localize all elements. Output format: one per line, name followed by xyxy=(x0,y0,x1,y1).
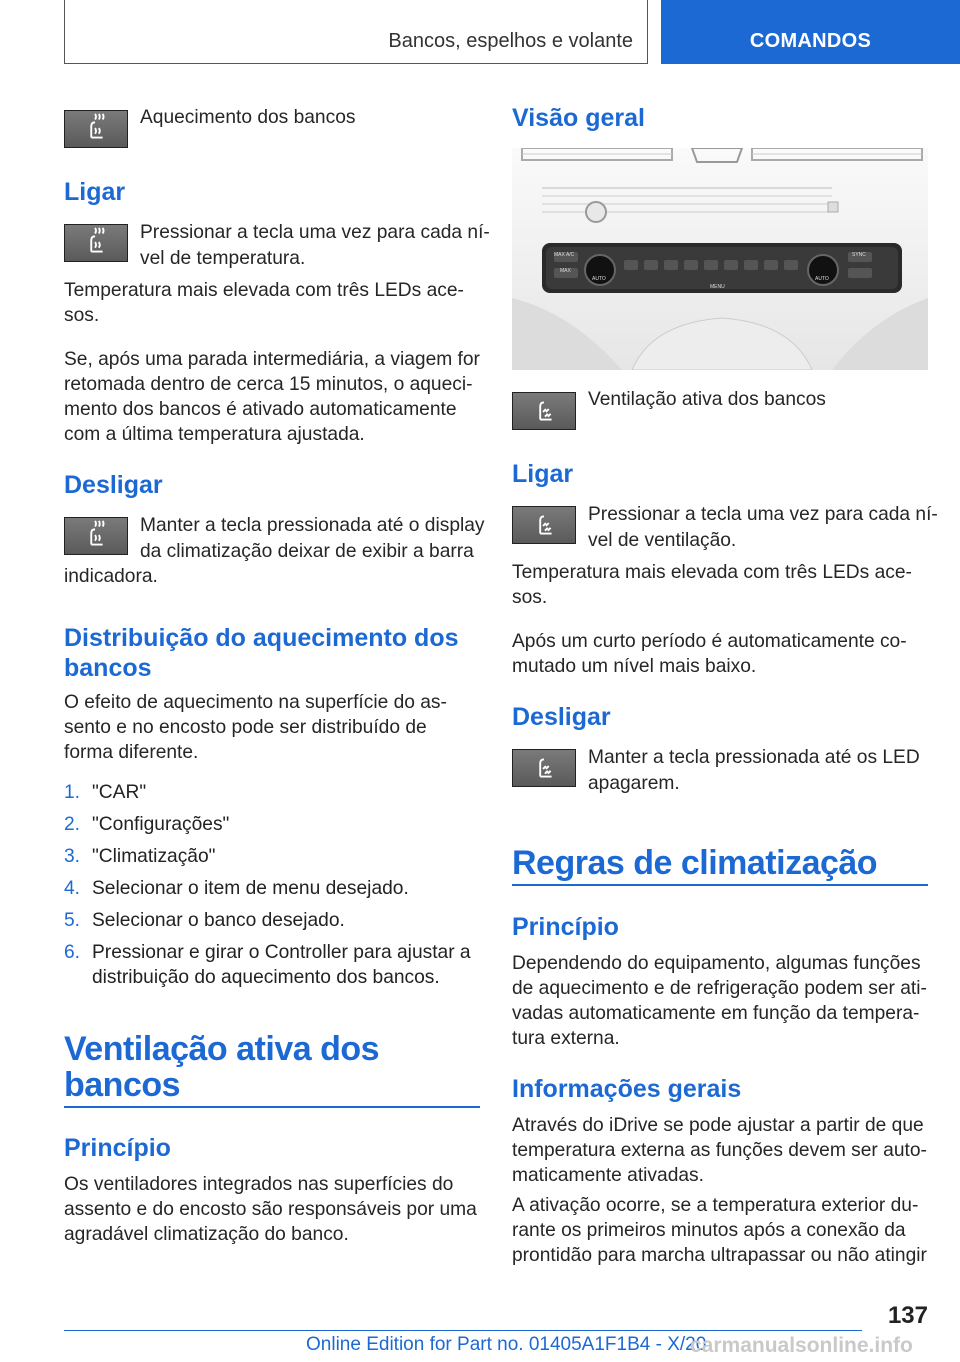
heading-ventilacao: Ventilação ativa dos xyxy=(64,1030,380,1068)
body-text: mento dos bancos é ativado automaticamente xyxy=(64,399,457,420)
panel-label: AUTO xyxy=(592,276,606,282)
heading-desligar: Desligar xyxy=(512,703,611,731)
edition-note: Online Edition for Part no. 01405A1F1B4 - X/20 xyxy=(306,1334,707,1355)
body-text: temperatura externa as funções devem ser auto‐ xyxy=(512,1140,927,1161)
list-item: 2. "Configurações" xyxy=(64,814,230,835)
panel-label: MAX A/C xyxy=(554,252,575,258)
body-text: sento e no encosto pode ser distribuído de xyxy=(64,717,427,738)
seat-ventilation-icon xyxy=(512,749,576,787)
body-text: sos. xyxy=(512,587,548,608)
list-item: 1. "CAR" xyxy=(64,782,147,803)
panel-label: AUTO xyxy=(815,276,829,282)
page-header xyxy=(0,0,960,66)
body-text: sos. xyxy=(64,305,100,326)
heading-principio: Princípio xyxy=(512,913,619,941)
body-text: agradável climatização do banco. xyxy=(64,1224,349,1245)
desligar-line: Manter a tecla pressionada até o display xyxy=(140,515,485,536)
chapter-title: COMANDOS xyxy=(749,30,872,52)
panel-label: MENU xyxy=(710,284,725,290)
body-text: Dependendo do equipamento, algumas funções xyxy=(512,953,921,974)
panel-label: SYNC xyxy=(852,252,866,258)
body-text: tura externa. xyxy=(512,1028,620,1049)
steps-list xyxy=(64,780,480,990)
heading-distribuicao: Distribuição do aquecimento dos xyxy=(64,624,459,652)
heat-caption: Aquecimento dos bancos xyxy=(140,107,356,128)
body-text: Temperatura mais elevada com três LEDs ace‐ xyxy=(64,280,464,301)
heading-informacoes: Informações gerais xyxy=(512,1075,742,1103)
panel-label: MAX xyxy=(560,268,571,274)
body-text: forma diferente. xyxy=(64,742,199,763)
heading-regras: Regras de climatização xyxy=(512,844,878,882)
heading-principio: Princípio xyxy=(64,1134,171,1162)
body-text: Após um curto período é automaticamente co‐ xyxy=(512,631,907,652)
section-title: Bancos, espelhos e volante xyxy=(388,30,633,52)
heading-ventilacao: bancos xyxy=(64,1066,181,1104)
body-text: O efeito de aquecimento na superfície do as‐ xyxy=(64,692,447,713)
seat-heating-icon xyxy=(64,517,128,555)
body-text: Através do iDrive se pode ajustar a partir de que xyxy=(512,1115,924,1136)
climate-panel-photo xyxy=(512,148,928,370)
body-text: Os ventiladores integrados nas superfícies do xyxy=(64,1174,454,1195)
page-number: 137 xyxy=(887,1302,928,1329)
seat-heating-icon xyxy=(64,224,128,262)
seat-ventilation-icon xyxy=(512,506,576,544)
heading-desligar: Desligar xyxy=(64,471,163,499)
body-text: prontidão para marcha ultrapassar ou não atingir xyxy=(512,1245,927,1266)
footer-rule xyxy=(64,1330,862,1331)
seat-heating-icon xyxy=(64,110,128,148)
list-item: 6. Pressionar e girar o Controller para ajustar a distribuição do aquecimento dos bancos. xyxy=(64,942,471,988)
body-text: com a última temperatura ajustada. xyxy=(64,424,365,445)
body-text: rante os primeiros minutos após a conexão da xyxy=(512,1220,906,1241)
body-text: de aquecimento e de refrigeração podem ser ati‐ xyxy=(512,978,927,999)
desligar-line: apagarem. xyxy=(588,773,680,794)
body-text: A ativação ocorre, se a temperatura exterior du‐ xyxy=(512,1195,919,1216)
heading-rule xyxy=(64,1106,480,1108)
chapter-tab xyxy=(661,0,960,64)
body-text: Temperatura mais elevada com três LEDs ace‐ xyxy=(512,562,912,583)
list-item: 5. Selecionar o banco desejado. xyxy=(64,910,345,931)
watermark: carmanualsonline.info xyxy=(690,1334,913,1357)
seat-ventilation-icon xyxy=(512,392,576,430)
desligar-line: Manter a tecla pressionada até os LED xyxy=(588,747,920,768)
heading-ligar: Ligar xyxy=(64,178,126,206)
heading-visao-geral: Visão geral xyxy=(512,104,645,132)
list-item: 3. "Climatização" xyxy=(64,846,216,867)
body-text: maticamente ativadas. xyxy=(512,1165,704,1186)
ligar-line: vel de temperatura. xyxy=(140,248,306,269)
ligar-line: Pressionar a tecla uma vez para cada ní‐ xyxy=(140,222,490,243)
ligar-line: Pressionar a tecla uma vez para cada ní‐ xyxy=(588,504,938,525)
body-text: vadas automaticamente em função da tempera‐ xyxy=(512,1003,920,1024)
body-text: mutado um nível mais baixo. xyxy=(512,656,757,677)
heading-distribuicao: bancos xyxy=(64,654,152,682)
body-text: Se, após uma parada intermediária, a viagem for xyxy=(64,349,480,370)
heading-ligar: Ligar xyxy=(512,460,574,488)
list-item: 4. Selecionar o item de menu desejado. xyxy=(64,878,409,899)
section-tab xyxy=(64,0,648,64)
body-text: assento e do encosto são responsáveis por uma xyxy=(64,1199,477,1220)
vent-caption: Ventilação ativa dos bancos xyxy=(588,389,826,410)
desligar-line: indicadora. xyxy=(64,566,158,587)
ligar-line: vel de ventilação. xyxy=(588,530,737,551)
desligar-line: da climatização deixar de exibir a barra xyxy=(140,541,474,562)
body-text: retomada dentro de cerca 15 minutos, o aqueci‐ xyxy=(64,374,473,395)
heading-rule xyxy=(512,884,928,886)
